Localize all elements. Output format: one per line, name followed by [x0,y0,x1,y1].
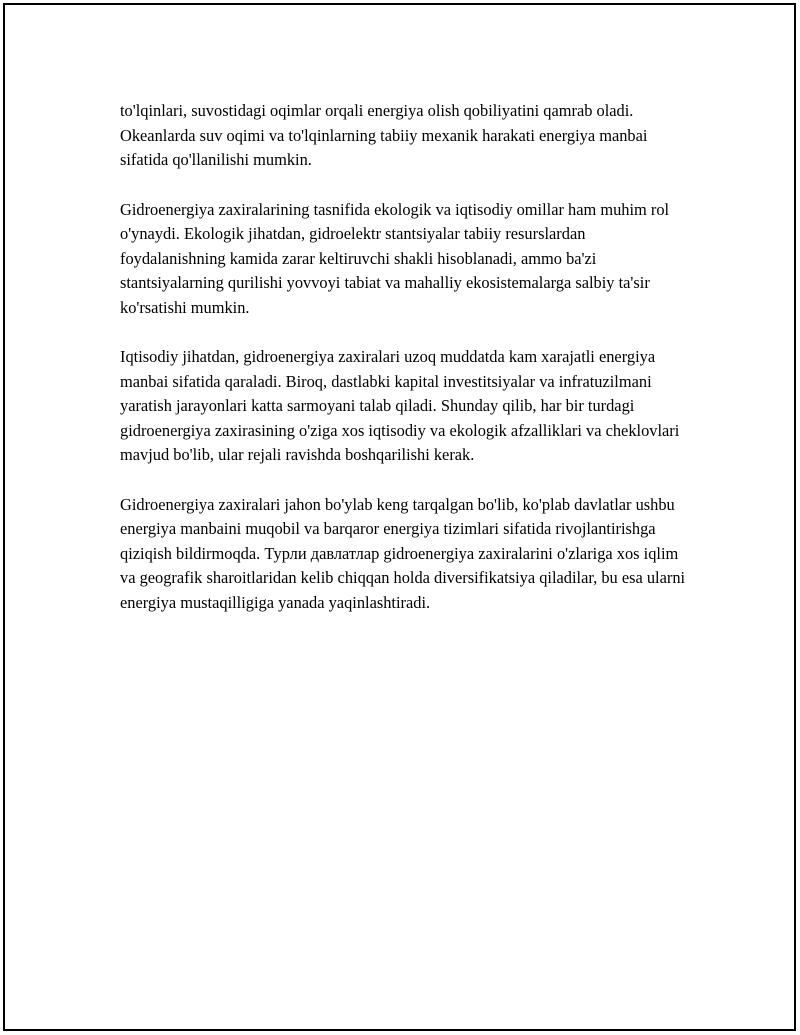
paragraph-2: Gidroenergiya zaxiralarining tasnifida ekologik va iqtisodiy omillar ham muhim rol o'ynaydi. Ekologik jihatdan, gidroelektr stantsiyalar tabiiy resurslardan foydalanishning kamida zarar keltiruvchi shakli hisoblanadi, ammo ba'zi stantsiyalarning qurilishi yovvoyi tabiat va mahalliy ekosistemalarga salbiy ta'sir ko'rsatishi mumkin. [120,199,670,317]
paragraph-3: Iqtisodiy jihatdan, gidroenergiya zaxiralari uzoq muddatda kam xarajatli energiya manbai sifatida qaraladi. Biroq, dastlabki kapital investitsiyalar va infratuzilmani yaratish jarayonlari katta sarmoyani talab qiladi. Shunday qilib, har bir turdagi gidroenergiya zaxirasining o'ziga xos iqtisodiy va ekologik afzalliklari va cheklovlari mavjud bo'lib, ular rejali ravishda boshqarilishi kerak. [120,347,680,464]
document-body [120,99,695,640]
document-page [3,3,796,1031]
paragraph-4: Gidroenergiya zaxiralari jahon bo'ylab keng tarqalgan bo'lib, ko'plab davlatlar ushbu energiya manbaini muqobil va barqaror energiya tizimlari sifatida rivojlantirishga qiziqish bildirmoqda. Турли давлатлар gidroenergiya zaxiralarini o'zlariga xos iqlim va geografik sharoitlaridan kelib chiqqan holda diversifikatsiya qiladilar, bu esa ularni energiya mustaqilligiga yanada yaqinlashtiradi. [120,494,686,612]
paragraph-1: to'lqinlari, suvostidagi oqimlar orqali energiya olish qobiliyatini qamrab oladi. Okeanlarda suv oqimi va to'lqinlarning tabiiy mexanik harakati energiya manbai sifatida qo'llanilishi mumkin. [120,101,648,169]
